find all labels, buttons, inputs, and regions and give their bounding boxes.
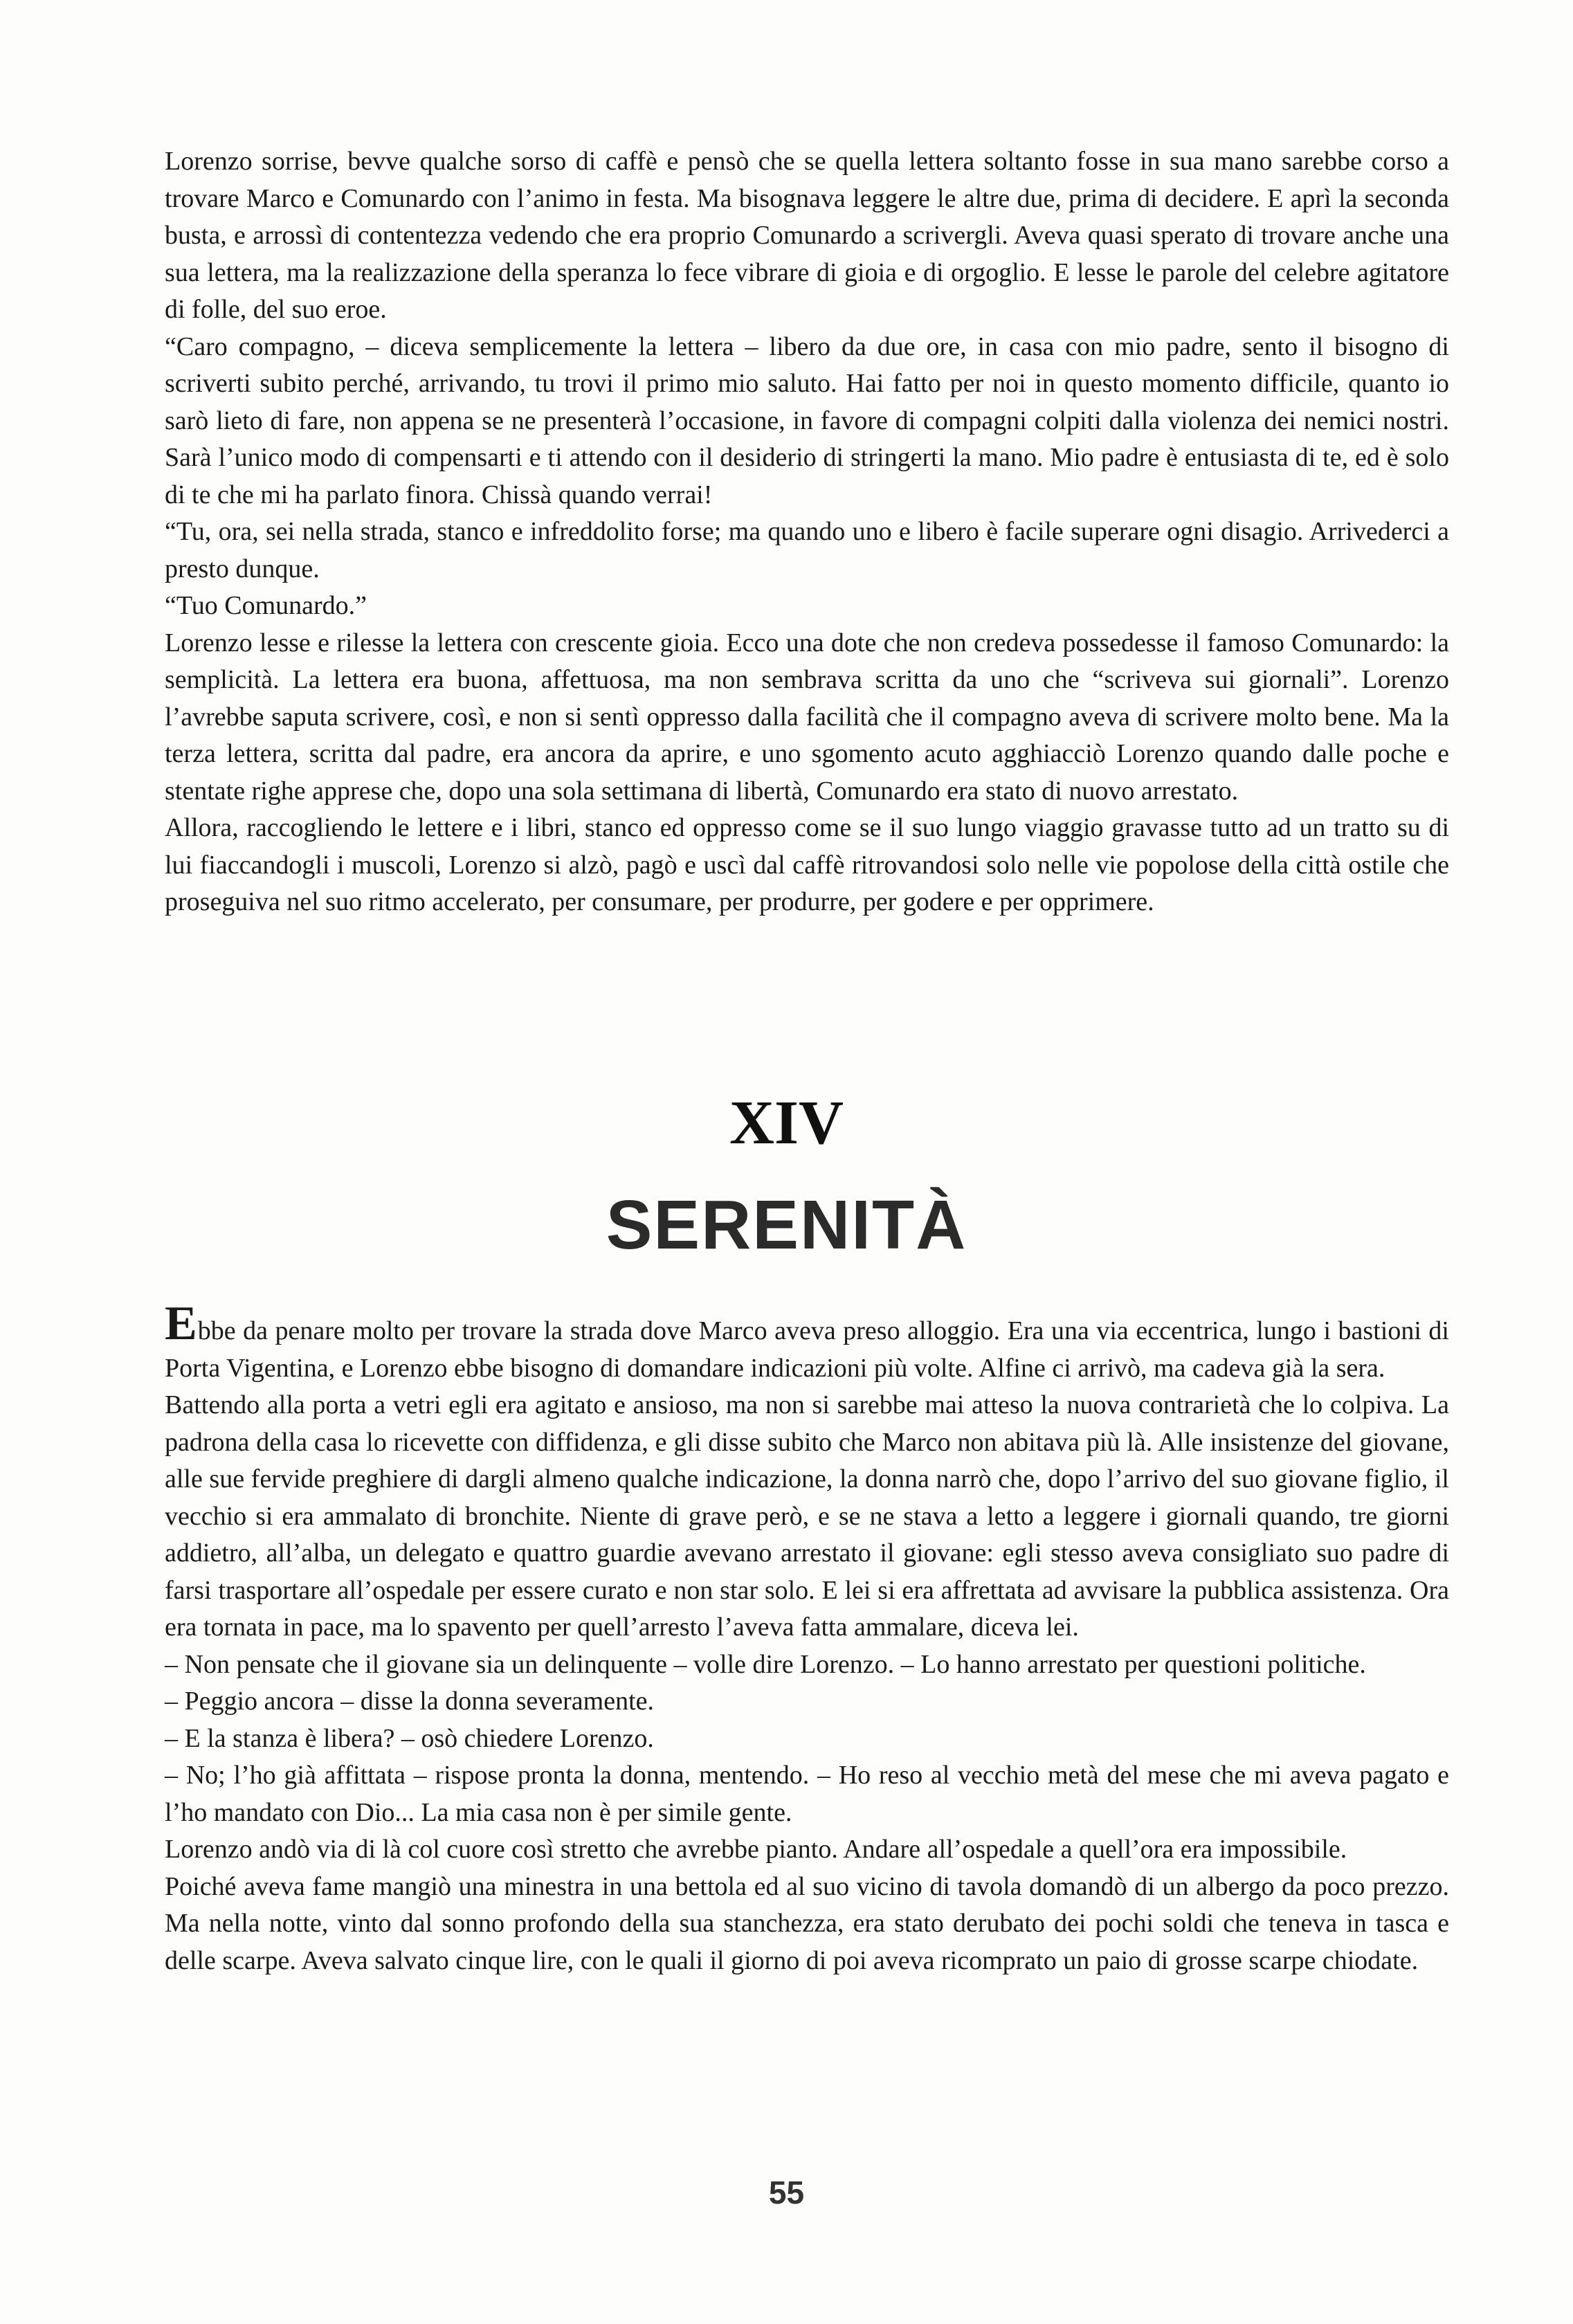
- paragraph: “Tu, ora, sei nella strada, stanco e infreddolito forse; ma quando uno e libero è facile superare ogni disagio. Arrivederci a presto dunque.: [165, 517, 1449, 583]
- paragraph: Poiché aveva fame mangiò una minestra in una bettola ed al suo vicino di tavola domandò di un albergo da poco prezzo. Ma nella notte, vinto dal sonno profondo della sua stanchezza, era stato derubato dei pochi soldi che teneva in tasca e delle scarpe. Aveva salvato cinque lire, con le quali il giorno di poi aveva ricomprato un paio di grosse scarpe chiodate.: [165, 1871, 1449, 1975]
- paragraph: Lorenzo andò via di là col cuore così stretto che avrebbe pianto. Andare all’ospedale a quell’ora era impossibile.: [165, 1835, 1347, 1864]
- paragraph: – No; l’ho già affittata – rispose pronta la donna, mentendo. – Ho reso al vecchio metà del mese che mi aveva pagato e l’ho mandato con Dio... La mia casa non è per simile gente.: [165, 1761, 1449, 1827]
- opening-paragraph-text: bbe da penare molto per trovare la strada dove Marco aveva preso alloggio. Era una via eccentrica, lungo i bastioni di Porta Vigentina, e Lorenzo ebbe bisogno di domandare indicazioni più volte. Alfine ci arrivò, ma cadeva già la sera.: [165, 1316, 1449, 1383]
- paragraph: – Peggio ancora – disse la donna severamente.: [165, 1687, 654, 1716]
- opening-paragraph: [165, 1297, 1449, 1387]
- page-number: 55: [768, 2175, 805, 2210]
- chapter-number: XIV: [729, 1089, 844, 1157]
- preceding-chapter-text: [165, 143, 1449, 921]
- drop-cap: E: [165, 1297, 198, 1350]
- paragraph: “Caro compagno, – diceva semplicemente la lettera – libero da due ore, in casa con mio padre, sento il bisogno di scriverti subito perché, arrivando, tu trovi il primo mio saluto. Hai fatto per noi in questo momento difficile, quanto io sarò lieto di fare, non appena se ne presenterà l’occasione, in favore di compagni colpiti dalla violenza dei nemici nostri. Sarà l’unico modo di compensarti e ti attendo con il desiderio di stringerti la mano. Mio padre è entusiasta di te, ed è solo di te che mi ha parlato finora. Chissà quando verrai!: [165, 332, 1449, 509]
- chapter-body-text: [165, 1297, 1449, 1979]
- paragraph: Lorenzo sorrise, bevve qualche sorso di caffè e pensò che se quella lettera soltanto fosse in sua mano sarebbe corso a trovare Marco e Comunardo con l’animo in festa. Ma bisognava leggere le altre due, prima di decidere. E aprì la seconda busta, e arrossì di contentezza vedendo che era proprio Comunardo a scrivergli. Aveva quasi sperato di trovare anche una sua lettera, ma la realizzazione della speranza lo fece vibrare di gioia e di orgoglio. E lesse le parole del celebre agitatore di folle, del suo eroe.: [165, 147, 1449, 324]
- chapter-title: SERENITÀ: [606, 1186, 967, 1264]
- paragraph: Allora, raccogliendo le lettere e i libri, stanco ed oppresso come se il suo lungo viaggio gravasse tutto ad un tratto su di lui fiaccandogli i muscoli, Lorenzo si alzò, pagò e uscì dal caffè ritrovandosi solo nelle vie popolose della città ostile che proseguiva nel suo ritmo accelerato, per consumare, per produrre, per godere e per opprimere.: [165, 813, 1449, 916]
- paragraph: – E la stanza è libera? – osò chiedere Lorenzo.: [165, 1723, 654, 1753]
- paragraph: Lorenzo lesse e rilesse la lettera con crescente gioia. Ecco una dote che non credeva possedesse il famoso Comunardo: la semplicità. La lettera era buona, affettuosa, ma non sembrava scritta da uno che “scriveva sui giornali”. Lorenzo l’avrebbe saputa scrivere, così, e non si sentì oppresso dalla facilità che il compagno aveva di scrivere molto bene. Ma la terza lettera, scritta dal padre, era ancora da aprire, e uno sgomento acuto agghiacciò Lorenzo quando dalle poche e stentate righe apprese che, dopo una sola settimana di libertà, Comunardo era stato di nuovo arrestato.: [165, 628, 1449, 806]
- paragraph: “Tuo Comunardo.”: [165, 591, 367, 620]
- paragraph: – Non pensate che il giovane sia un delinquente – volle dire Lorenzo. – Lo hanno arrestato per questioni politiche.: [165, 1649, 1366, 1679]
- paragraph: Battendo alla porta a vetri egli era agitato e ansioso, ma non si sarebbe mai atteso la nuova contrarietà che lo colpiva. La padrona della casa lo ricevette con diffidenza, e gli disse subito che Marco non abitava più là. Alle insistenze del giovane, alle sue fervide preghiere di dargli almeno qualche indicazione, la donna narrò che, dopo l’arrivo del suo giovane figlio, il vecchio si era ammalato di bronchite. Niente di grave però, e se ne stava a letto a leggere i giornali quando, tre giorni addietro, all’alba, un delegato e quattro guardie avevano arrestato il giovane: egli stesso aveva consigliato suo padre di farsi trasportare all’ospedale per essere curato e non star solo. E lei si era affrettata ad avvisare la pubblica assistenza. Ora era tornata in pace, ma lo spavento per quell’arresto l’aveva fatta ammalare, diceva lei.: [165, 1390, 1449, 1642]
